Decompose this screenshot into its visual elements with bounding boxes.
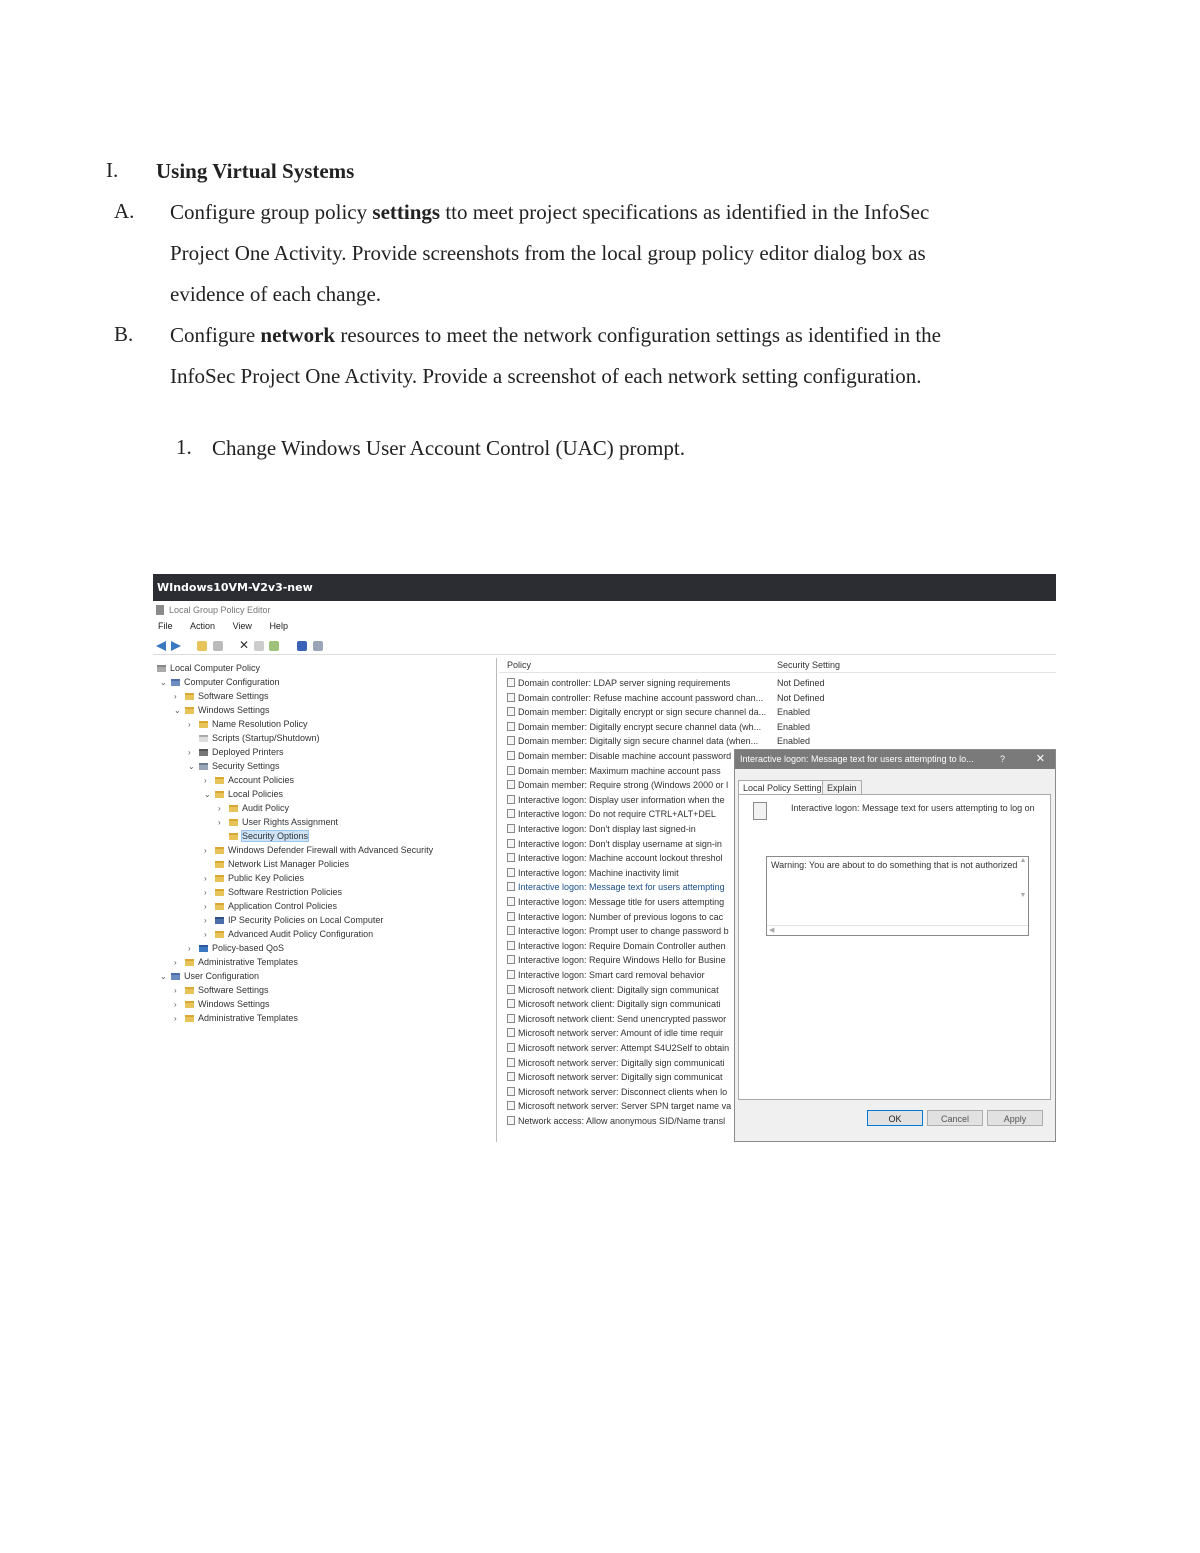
tree-item[interactable]: ⌄ Security Settings — [188, 761, 280, 771]
policy-name-cell — [507, 1085, 732, 1099]
policy-name-cell — [507, 691, 764, 705]
tree-item[interactable]: Local Computer Policy — [157, 662, 260, 675]
policy-label: Domain member: Digitally encrypt secure channel data (wh... — [518, 721, 762, 732]
tab-explain[interactable]: Explain — [822, 780, 862, 795]
vertical-scrollbar[interactable]: ▲ ▼ — [1019, 857, 1027, 899]
security-setting-cell: Not Defined — [777, 678, 825, 688]
policy-name-cell — [507, 793, 732, 807]
item-b-line-1: Configure network resources to meet the network configuration settings as identified in the — [170, 323, 941, 347]
policy-label: Microsoft network server: Amount of idle time requir — [518, 1028, 724, 1039]
policy-label: Domain member: Digitally sign secure channel data (when... — [518, 736, 759, 747]
tree-item[interactable]: › Account Policies — [204, 775, 295, 785]
gpedit-screenshot — [153, 574, 1056, 1142]
policy-icon — [507, 868, 515, 877]
console-icon[interactable] — [313, 641, 323, 651]
policy-name-cell — [507, 734, 759, 748]
policy-icon — [507, 853, 515, 862]
policy-icon — [507, 955, 515, 964]
item-a-line-1: Configure group policy settings tto meet project specifications as identified in the InfoSec — [170, 200, 930, 224]
security-setting-cell: Enabled — [777, 721, 811, 732]
policy-icon — [507, 1116, 515, 1125]
policy-label: Interactive logon: Require Windows Hello for Busine — [518, 955, 726, 966]
forward-icon[interactable] — [171, 641, 181, 651]
column-policy[interactable]: Policy — [507, 660, 532, 670]
policy-label: Interactive logon: Message text for users attempting — [518, 882, 725, 893]
policy-icon — [507, 722, 515, 731]
show-hide-tree-icon[interactable] — [213, 641, 223, 651]
close-icon[interactable]: ✕ — [1035, 753, 1045, 765]
tree-item[interactable]: › Application Control Policies — [204, 901, 338, 911]
vm-title-bar: WIndows10VM-V2v3-new — [153, 574, 1056, 601]
policy-label: Microsoft network server: Disconnect clients when lo — [518, 1086, 728, 1097]
cancel-button[interactable]: Cancel — [927, 1110, 983, 1126]
message-text: Warning: You are about to do something that is not authorized — [771, 860, 1018, 870]
item-b-label: B. — [114, 322, 134, 346]
policy-name-cell — [507, 997, 732, 1011]
policy-label: Domain member: Require strong (Windows 2000 or l — [518, 780, 729, 791]
policy-name-cell — [507, 1012, 732, 1026]
tree-item[interactable]: › Administrative Templates — [174, 957, 298, 967]
policy-name-cell — [507, 749, 732, 763]
item-a-line-2: Project One Activity. Provide screenshots from the local group policy editor dialog box as — [170, 241, 926, 265]
toolbar — [153, 638, 1056, 655]
security-setting-cell: Not Defined — [777, 692, 825, 703]
policy-label: Microsoft network client: Send unencrypted passwor — [518, 1013, 727, 1024]
policy-label: Microsoft network client: Digitally sign communicati — [518, 999, 721, 1010]
tree-item[interactable]: › IP Security Policies on Local Computer — [204, 915, 384, 925]
policy-icon — [507, 1014, 515, 1023]
policy-icon — [507, 839, 515, 848]
tree-item[interactable]: › Software Settings — [174, 985, 269, 995]
policy-icon — [507, 1043, 515, 1052]
back-icon[interactable] — [156, 641, 166, 651]
tab-local-policy-setting[interactable]: Local Policy Setting — [738, 780, 827, 795]
policy-label: Interactive logon: Don't display username at sign-in — [518, 838, 722, 849]
policy-icon — [507, 1058, 515, 1067]
policy-icon — [507, 897, 515, 906]
policy-icon — [507, 970, 515, 979]
policy-icon — [507, 1087, 515, 1096]
policy-name-cell — [507, 924, 732, 938]
up-folder-icon[interactable] — [197, 641, 207, 651]
policy-label: Microsoft network server: Digitally sign communicati — [518, 1057, 725, 1068]
tree-item[interactable]: › Administrative Templates — [174, 1013, 298, 1023]
policy-name-cell — [507, 1041, 732, 1055]
policy-label: Microsoft network server: Server SPN target name va — [518, 1101, 732, 1112]
policy-name-cell — [507, 953, 732, 967]
tree-item[interactable]: ⌄ Windows Settings — [174, 705, 270, 715]
policy-icon — [507, 999, 515, 1008]
policy-name-cell — [507, 866, 732, 880]
step-1-label: 1. — [176, 435, 192, 459]
policy-name-cell — [507, 1056, 732, 1070]
policy-name-cell — [507, 778, 732, 792]
tree-item[interactable]: › Name Resolution Policy — [188, 719, 308, 729]
policy-row[interactable] — [507, 676, 1047, 690]
policy-name-cell — [507, 676, 732, 690]
policy-icon — [507, 693, 515, 702]
policy-icon — [507, 912, 515, 921]
item-b-bold-word: network — [260, 323, 336, 347]
tree-item[interactable]: › Windows Settings — [174, 999, 270, 1009]
tree-item[interactable]: › Software Restriction Policies — [204, 887, 343, 897]
policy-icon — [507, 678, 515, 687]
horizontal-scrollbar[interactable]: ◀ — [767, 925, 1028, 935]
menu-bar — [153, 619, 298, 633]
policy-label: Microsoft network client: Digitally sign communicat — [518, 984, 719, 995]
tree-item[interactable]: › Windows Defender Firewall with Advanced Security — [204, 845, 434, 855]
policy-icon — [507, 795, 515, 804]
policy-icon — [507, 1028, 515, 1037]
policy-name-cell — [507, 705, 767, 719]
tree-item[interactable]: › Audit Policy — [218, 803, 290, 813]
tree-item[interactable]: › Advanced Audit Policy Configuration — [204, 929, 374, 939]
policy-icon — [507, 882, 515, 891]
policy-icon — [507, 780, 515, 789]
policy-tree — [153, 658, 497, 1142]
policy-label: Interactive logon: Don't display last signed-in — [518, 824, 696, 834]
policy-properties-dialog — [734, 749, 1056, 1142]
policy-name-cell — [507, 968, 732, 982]
tree-item[interactable]: ⌄ Local Policies — [204, 789, 284, 799]
help-button[interactable]: ? — [999, 754, 1005, 764]
section-numeral: I. — [106, 158, 119, 182]
tree-item-selected[interactable]: Security Options — [229, 830, 308, 843]
properties-icon[interactable] — [254, 641, 264, 651]
policy-icon — [507, 707, 515, 716]
policy-label: Interactive logon: Prompt user to change password b — [518, 926, 729, 937]
item-a-line-3: evidence of each change. — [170, 282, 382, 306]
policy-name-cell — [507, 720, 762, 734]
tree-item[interactable]: › User Rights Assignment — [218, 817, 339, 827]
policy-icon — [507, 766, 515, 775]
policy-name-cell — [507, 1070, 732, 1084]
section-title: Using Virtual Systems — [156, 159, 355, 183]
tree-item[interactable]: › Software Settings — [174, 691, 269, 701]
export-list-icon[interactable] — [269, 641, 279, 651]
policy-row[interactable] — [507, 705, 1047, 719]
step-1-text: Change Windows User Account Control (UAC) prompt. — [212, 436, 685, 460]
menu-help[interactable]: Help — [269, 621, 288, 631]
security-setting-cell: Enabled — [777, 707, 811, 718]
policy-name-cell — [507, 807, 732, 821]
policy-name-cell — [507, 983, 732, 997]
policy-label: Domain controller: Refuse machine account password chan... — [518, 692, 764, 703]
policy-name: Interactive logon: Message text for users attempting to log on — [791, 803, 1035, 813]
tree-item[interactable]: › Public Key Policies — [204, 873, 305, 883]
tree-item[interactable]: Scripts (Startup/Shutdown) — [199, 732, 320, 745]
policy-label: Microsoft network server: Attempt S4U2Self to obtain — [518, 1043, 730, 1053]
menu-action[interactable]: Action — [190, 621, 216, 631]
policy-name-cell — [507, 1026, 732, 1040]
policy-name-cell — [507, 939, 732, 953]
tree-item[interactable]: ⌄ Computer Configuration — [160, 677, 280, 687]
item-a-label: A. — [114, 199, 135, 223]
tree-item[interactable]: ⌄ User Configuration — [160, 971, 260, 981]
policy-icon — [507, 824, 515, 833]
delete-icon[interactable]: ✕ — [239, 638, 250, 652]
tree-item[interactable]: Network List Manager Policies — [215, 858, 349, 871]
policy-label: Domain controller: LDAP server signing requirements — [518, 678, 731, 688]
policy-icon — [507, 809, 515, 818]
policy-label: Network access: Allow anonymous SID/Name transl — [518, 1116, 726, 1126]
policy-name-cell — [507, 837, 732, 851]
help-icon[interactable] — [297, 641, 307, 651]
policy-label: Domain member: Disable machine account password — [518, 751, 732, 761]
message-text-field[interactable] — [766, 856, 1029, 936]
app-title: Local Group Policy Editor — [153, 603, 271, 617]
list-header — [499, 658, 1056, 673]
policy-label: Interactive logon: Machine inactivity limit — [518, 867, 679, 878]
column-security-setting[interactable]: Security Setting — [777, 660, 841, 670]
policy-label: Interactive logon: Require Domain Controller authen — [518, 940, 726, 951]
security-setting-cell: Enabled — [777, 736, 811, 747]
ok-button[interactable]: OK — [867, 1110, 923, 1126]
policy-icon — [507, 985, 515, 994]
policy-name-cell — [507, 910, 732, 924]
policy-icon — [507, 926, 515, 935]
policy-name-cell — [507, 1099, 732, 1113]
policy-label: Interactive logon: Display user information when the — [518, 794, 725, 805]
menu-view[interactable]: View — [232, 621, 252, 631]
policy-label: Microsoft network server: Digitally sign communicat — [518, 1072, 723, 1083]
policy-name-cell — [507, 851, 732, 865]
tree-item[interactable]: › Deployed Printers — [188, 747, 284, 757]
policy-row[interactable] — [507, 720, 1047, 734]
apply-button[interactable]: Apply — [987, 1110, 1043, 1126]
policy-icon — [507, 751, 515, 760]
menu-file[interactable]: File — [158, 621, 173, 631]
item-a-bold-word: settings — [372, 200, 441, 224]
dialog-title: Interactive logon: Message text for users attempting to lo... — [735, 750, 1055, 769]
policy-row[interactable] — [507, 691, 1047, 705]
gpedit-icon — [156, 605, 164, 615]
policy-name-cell — [507, 895, 732, 909]
policy-icon — [753, 802, 767, 820]
policy-label: Interactive logon: Message title for users attempting — [518, 897, 725, 907]
policy-label: Interactive logon: Do not require CTRL+ALT+DEL — [518, 809, 716, 820]
policy-name-cell — [507, 764, 732, 778]
policy-icon — [507, 736, 515, 745]
item-b-line-2: InfoSec Project One Activity. Provide a screenshot of each network setting configuration. — [170, 364, 922, 388]
policy-label: Domain member: Digitally encrypt or sign secure channel da... — [518, 707, 767, 718]
policy-icon — [507, 1072, 515, 1081]
policy-label: Domain member: Maximum machine account pass — [518, 765, 721, 776]
policy-label: Interactive logon: Number of previous logons to cac — [518, 911, 724, 922]
tree-item[interactable]: › Policy-based QoS — [188, 943, 285, 953]
policy-row[interactable] — [507, 734, 1047, 748]
policy-icon — [507, 1101, 515, 1110]
policy-label: Interactive logon: Smart card removal behavior — [518, 970, 705, 980]
policy-name-cell — [507, 880, 732, 894]
policy-icon — [507, 941, 515, 950]
policy-label: Interactive logon: Machine account lockout threshol — [518, 853, 723, 864]
policy-name-cell — [507, 1114, 732, 1128]
policy-name-cell — [507, 822, 732, 836]
dialog-panel — [738, 794, 1051, 1100]
